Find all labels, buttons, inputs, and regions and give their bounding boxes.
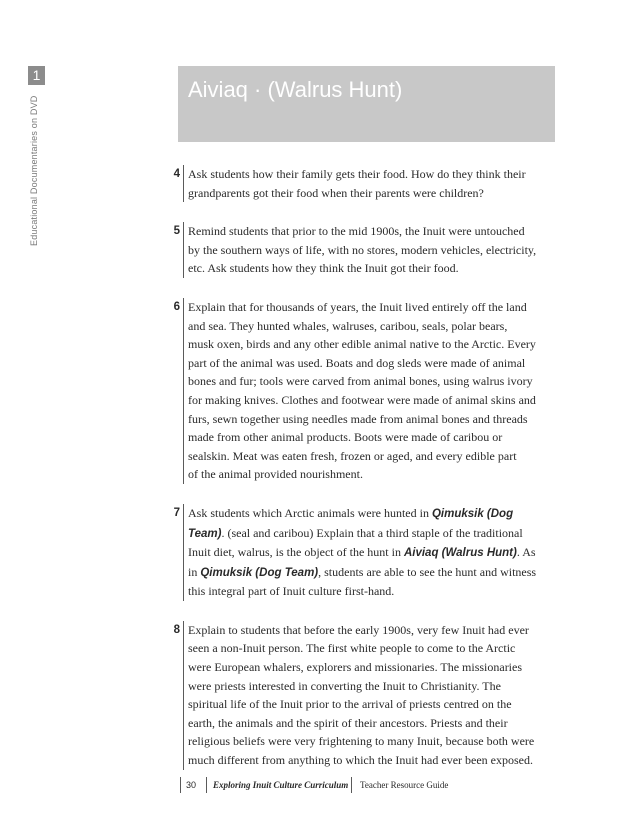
text-run: Ask students which Arctic animals were hunted in <box>188 505 432 520</box>
item-text <box>183 621 560 770</box>
item-number: 6 <box>173 300 180 313</box>
text-run: , students are able to see the hunt and witness <box>318 564 537 579</box>
text-line: and sea. They hunted whales, walruses, caribou, seals, polar bears, <box>188 318 508 333</box>
text-run: in <box>188 564 201 579</box>
text-line: part of the animal was used. Boats and dog sleds were made of animal <box>188 355 526 370</box>
side-section-label: Educational Documentaries on DVD <box>29 95 39 246</box>
text-line: musk oxen, birds and any other edible animal native to the Arctic. Every <box>188 337 536 352</box>
page-footer <box>0 776 640 796</box>
item-text <box>183 222 560 278</box>
item-text <box>183 504 560 601</box>
list-item <box>160 165 560 202</box>
item-number: 5 <box>173 225 180 238</box>
film-title: Aiviaq (Walrus Hunt) <box>403 547 517 560</box>
footer-divider <box>351 777 352 793</box>
item-number: 4 <box>173 168 180 180</box>
film-title: Qimuksik (Dog <box>431 507 514 520</box>
page-title: Aiviaq · (Walrus Hunt) <box>188 77 403 102</box>
page-number: 30 <box>186 780 197 790</box>
text-line: grandparents got their food when their parents were children? <box>188 185 484 200</box>
text-run: . (seal and caribou) Explain that a third staple of the traditional <box>221 525 523 540</box>
film-title: Team) <box>188 527 222 540</box>
text-line: Explain that for thousands of years, the Inuit lived entirely off the land <box>188 299 527 314</box>
text-line: were priests interested in converting the Inuit to Christianity. The <box>188 678 501 693</box>
text-line: religious beliefs were very frightening to many Inuit, because both were <box>188 734 535 749</box>
footer-divider <box>206 777 207 793</box>
item-number: 8 <box>173 623 180 636</box>
text-line: much different from anything to which the Inuit had ever been exposed. <box>188 753 534 768</box>
text-line: etc. Ask students how they think the Inuit got their food. <box>188 261 459 276</box>
curriculum-title: Exploring Inuit Culture Curriculum <box>213 780 349 790</box>
film-title: Qimuksik (Dog Team) <box>200 566 319 579</box>
text-line: bones and fur; tools were carved from animal bones, using walrus ivory <box>188 374 533 389</box>
instruction-list <box>160 165 560 790</box>
text-line: by the southern ways of life, with no stores, modern vehicles, electricity, <box>188 242 537 257</box>
text-run: Inuit diet, walrus, is the object of the hunt in <box>188 545 404 560</box>
item-text <box>183 298 560 484</box>
text-line: Ask students how their family gets their food. How do they think their <box>188 167 526 181</box>
item-number: 7 <box>173 506 180 519</box>
footer-divider <box>180 777 181 793</box>
text-line: were European whalers, explorers and missionaries. The missionaries <box>188 660 523 675</box>
text-line: for making knives. Clothes and footwear were made of animal skins and <box>188 392 536 407</box>
chapter-number-badge: 1 <box>28 66 45 85</box>
list-item <box>160 222 560 278</box>
text-line: this integral part of Inuit culture first-hand. <box>188 584 395 599</box>
text-line: earth, the animals and the spirit of their ancestors. Priests and their <box>188 715 508 730</box>
text-line <box>188 524 560 544</box>
item-text <box>183 165 560 202</box>
text-line: sealskin. Meat was eaten fresh, frozen or aged, and every edible part <box>188 448 517 463</box>
list-item <box>160 504 560 601</box>
list-item <box>160 298 560 484</box>
title-banner <box>178 66 555 142</box>
text-line: seen a non-Inuit person. The first white people to come to the Arctic <box>188 641 516 656</box>
text-line: of the animal provided nourishment. <box>188 467 363 482</box>
text-line: Remind students that prior to the mid 1900s, the Inuit were untouched <box>188 224 525 239</box>
text-line: Explain to students that before the early 1900s, very few Inuit had ever <box>188 622 529 637</box>
text-line: made from other animal products. Boots were made of caribou or <box>188 430 503 445</box>
guide-title: Teacher Resource Guide <box>360 780 449 790</box>
text-line <box>188 563 560 583</box>
text-line <box>188 543 560 563</box>
text-run: . As <box>516 545 536 560</box>
list-item <box>160 621 560 770</box>
text-line: furs, sewn together using needles made from animal bones and threads <box>188 411 528 426</box>
text-line: spiritual life of the Inuit prior to the arrival of priests centred on the <box>188 697 512 712</box>
text-line <box>188 504 560 524</box>
